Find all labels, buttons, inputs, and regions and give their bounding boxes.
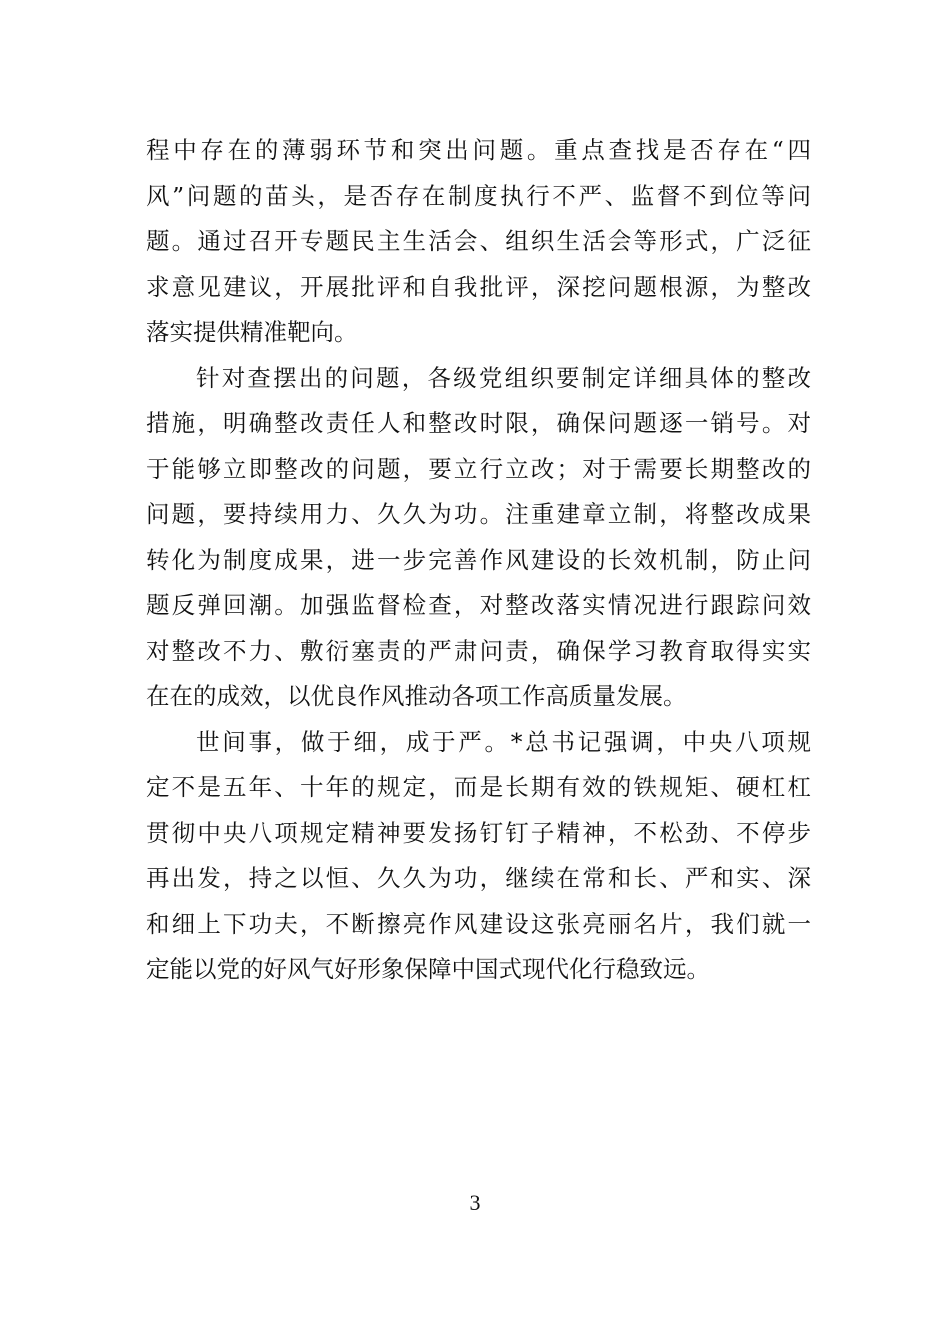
text-line: 对整改不力、敷衍塞责的严肃问责，确保学习教育取得实实 — [146, 636, 811, 665]
paragraph-1 — [146, 128, 811, 356]
text-line: 程中存在的薄弱环节和突出问题。重点查找是否存在“四 — [146, 136, 811, 164]
text-line: 问题，要持续用力、久久为功。注重建章立制，将整改成果 — [146, 500, 811, 528]
text-line: 和细上下功夫，不断擦亮作风建设这张亮丽名片，我们就一 — [146, 909, 811, 938]
page-number: 3 — [469, 1190, 481, 1215]
text-line: 题。通过召开专题民主生活会、组织生活会等形式，广泛征 — [146, 227, 811, 255]
paragraph-2 — [146, 356, 811, 720]
paragraph-3 — [146, 720, 811, 993]
body-text — [146, 128, 811, 993]
text-line: 定能以党的好风气好形象保障中国式现代化行稳致远。 — [146, 955, 710, 983]
text-line: 风”问题的苗头，是否存在制度执行不严、监督不到位等问 — [146, 181, 811, 210]
text-line: 世间事，做于细，成于严。*总书记强调，中央八项规 — [196, 727, 811, 756]
text-line: 定不是五年、十年的规定，而是长期有效的铁规矩、硬杠杠 — [146, 773, 811, 801]
text-line: 再出发，持之以恒、久久为功，继续在常和长、严和实、深 — [146, 864, 811, 892]
text-line: 落实提供精准靶向。 — [146, 318, 358, 346]
text-line: 求意见建议，开展批评和自我批评，深挖问题根源，为整改 — [146, 272, 811, 301]
text-line: 贯彻中央八项规定精神要发扬钉钉子精神，不松劲、不停步 — [146, 818, 811, 847]
text-line: 于能够立即整改的问题，要立行立改；对于需要长期整改的 — [146, 454, 811, 483]
text-line: 在在的成效，以优良作风推动各项工作高质量发展。 — [146, 682, 687, 710]
text-line: 针对查摆出的问题，各级党组织要制定详细具体的整改 — [196, 363, 811, 392]
text-line: 题反弹回潮。加强监督检查，对整改落实情况进行跟踪问效 — [146, 591, 811, 619]
text-line: 转化为制度成果，进一步完善作风建设的长效机制，防止问 — [146, 545, 811, 574]
text-line: 措施，明确整改责任人和整改时限，确保问题逐一销号。对 — [146, 409, 811, 437]
